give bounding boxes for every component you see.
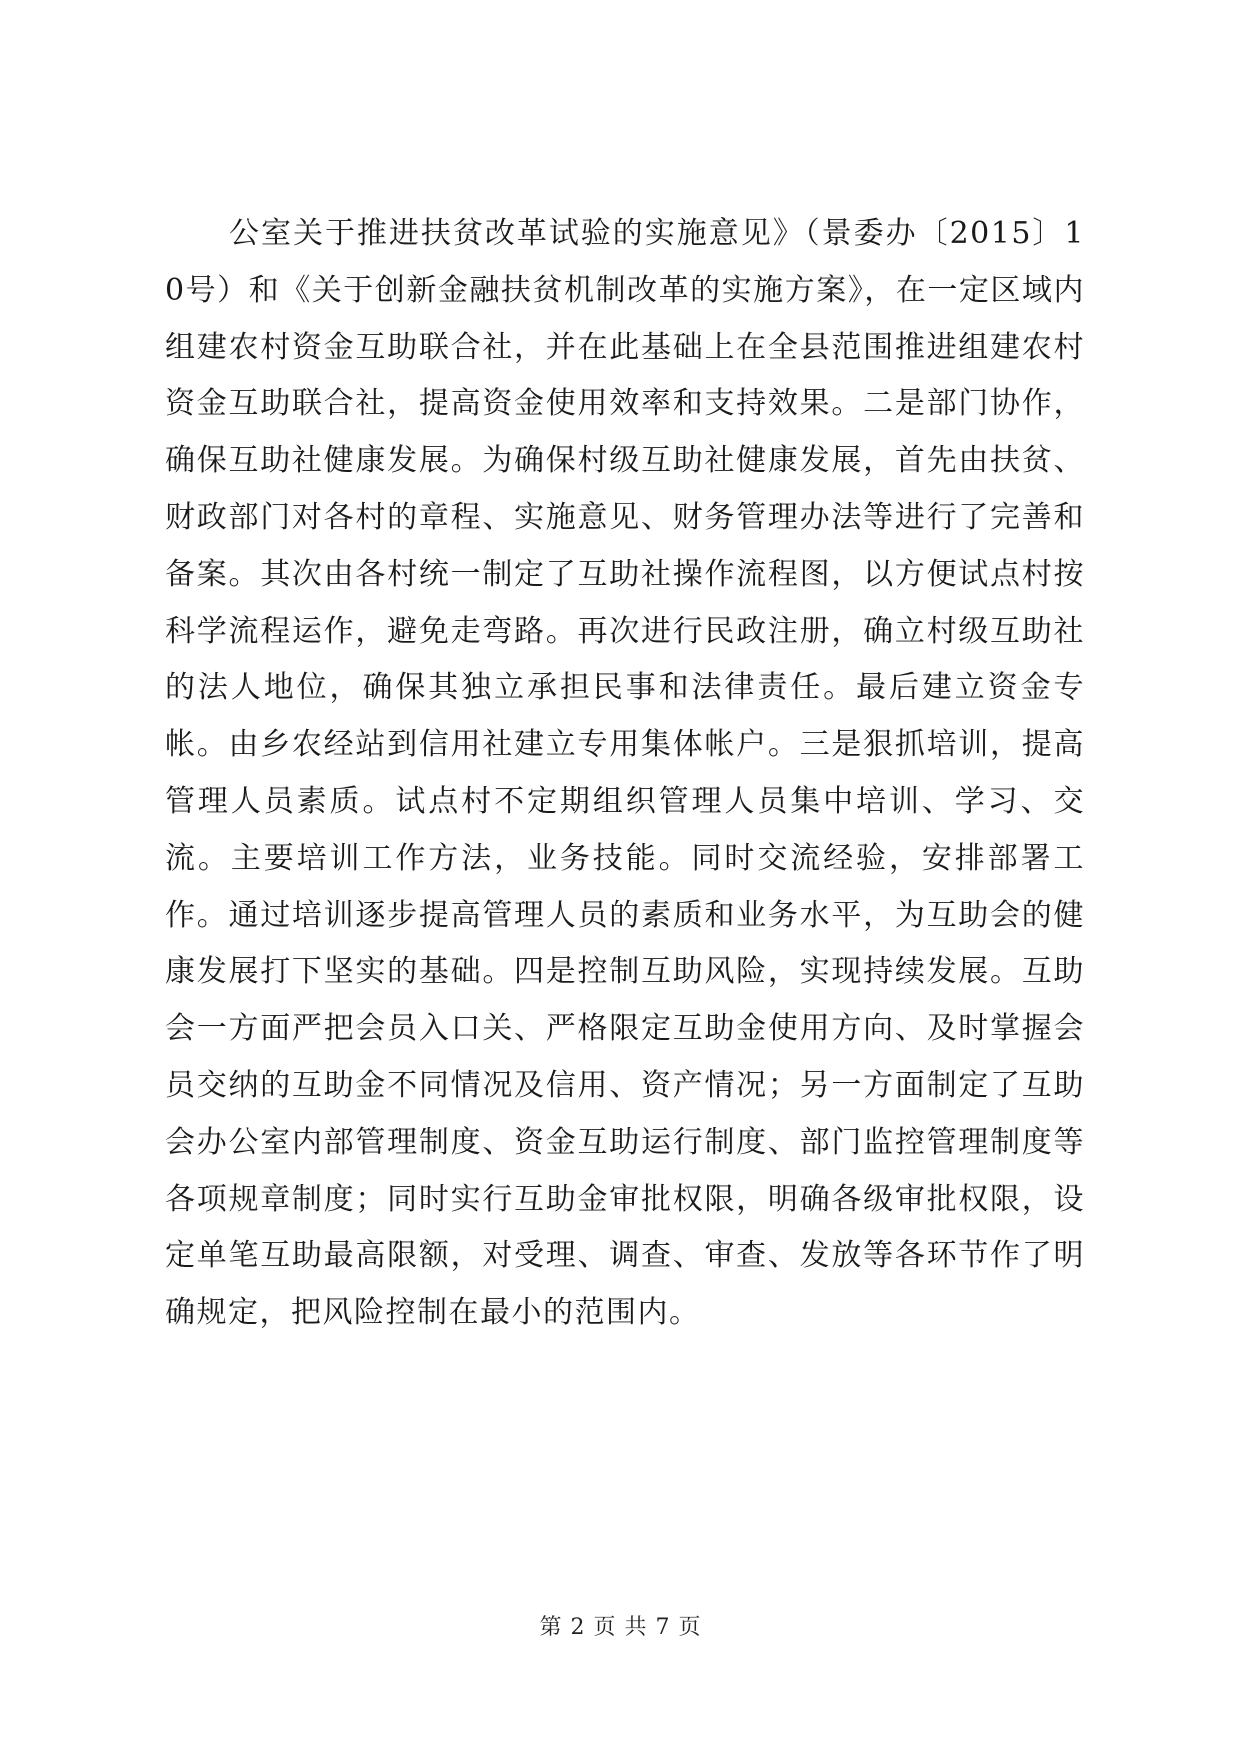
body-paragraph: 公室关于推进扶贫改革试验的实施意见》（景委办〔2015〕10号）和《关于创新金融扶贫机制改革的实施方案》，在一定区域内组建农村资金互助联合社，并在此基础上在全县范围推进组建农村资金互助联合社，提高资金使用效率和支持效果。二是部门协作，确保互助社健康发展。为确保村级互助社健康发展，首先由扶贫、财政部门对各村的章程、实施意见、财务管理办法等进行了完善和备案。其次由各村统一制定了互助社操作流程图，以方便试点村按科学流程运作，避免走弯路。再次进行民政注册，确立村级互助社的法人地位，确保其独立承担民事和法律责任。最后建立资金专帐。由乡农经站到信用社建立专用集体帐户。三是狠抓培训，提高管理人员素质。试点村不定期组织管理人员集中培训、学习、交流。主要培训工作方法，业务技能。同时交流经验，安排部署工作。通过培训逐步提高管理人员的素质和业务水平，为互助会的健康发展打下坚实的基础。四是控制互助风险，实现持续发展。互助会一方面严把会员入口关、严格限定互助金使用方向、及时掌握会员交纳的互助金不同情况及信用、资产情况；另一方面制定了互助会办公室内部管理制度、资金互助运行制度、部门监控管理制度等各项规章制度；同时实行互助金审批权限，明确各级审批权限，设定单笔互助最高限额，对受理、调查、审查、发放等各环节作了明确规定，把风险控制在最小的范围内。: [165, 216, 1085, 1331]
page-number-footer: 第 2 页 共 7 页: [539, 1615, 702, 1640]
